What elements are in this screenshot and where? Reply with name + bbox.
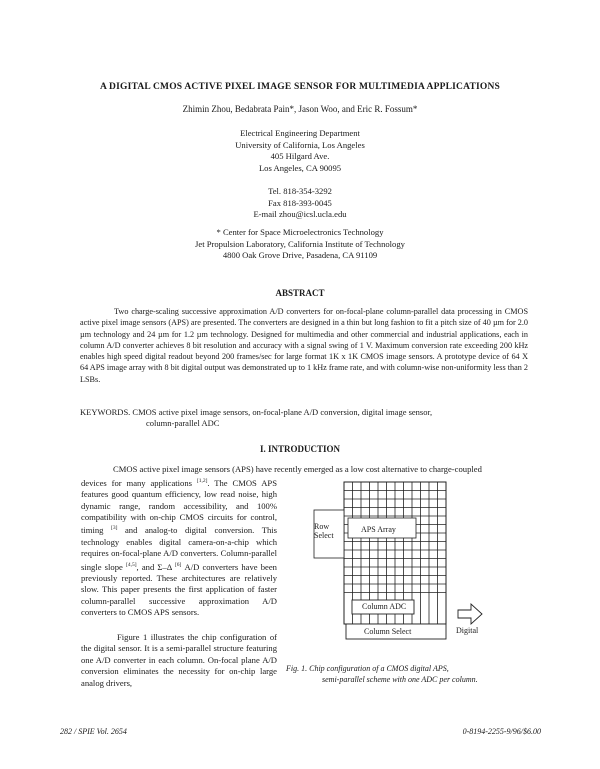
affiliation-line: 4800 Oak Grove Drive, Pasadena, CA 91109	[222, 250, 378, 261]
affiliation-line: * Center for Space Microelectronics Technology	[216, 227, 384, 237]
affiliation-jpl	[60, 227, 540, 262]
affiliation-line: Electrical Engineering Department	[240, 128, 360, 138]
select-label-line: Select	[314, 531, 334, 540]
footer-page-ref: 282 / SPIE Vol. 2654	[60, 727, 127, 736]
affiliation-line: Los Angeles, CA 90095	[258, 162, 342, 173]
intro-paragraph-1	[81, 476, 277, 618]
citation: [4,5]	[125, 561, 137, 568]
intro-text: A/D converters have been previously reported. These architectures are relatively slow. This paper presents the first application of faster column-parallel successive approximation A/D converters to CMOS APS sensors.	[81, 561, 277, 618]
digital-output-arrow-icon	[458, 604, 482, 624]
affiliation-line: Jet Propulsion Laboratory, California Institute of Technology	[195, 238, 405, 249]
affiliation-line: University of California, Los Angeles	[235, 139, 365, 150]
caption-line: Fig. 1. Chip configuration of a CMOS digital APS,	[286, 664, 449, 673]
citation: [3]	[111, 525, 118, 532]
aps-array-label: APS Array	[361, 525, 396, 534]
column-adc-label: Column ADC	[362, 602, 407, 611]
contact-info	[60, 186, 540, 221]
intro-paragraph-2: Figure 1 illustrates the chip configuration of the digital sensor. It is a semi-parallel structure featuring one A/D converter in each column. On-focal plane A/D conversion eliminates the necessity for on-chip large analog drivers,	[81, 632, 277, 688]
abstract-heading: ABSTRACT	[275, 288, 325, 298]
caption-line: semi-parallel scheme with one ADC per column.	[322, 675, 478, 684]
keywords-line: KEYWORDS. CMOS active pixel image sensors, on-focal-plane A/D conversion, digital image sensor,	[80, 407, 433, 417]
column-select-label: Column Select	[364, 627, 412, 636]
digital-label: Digital	[456, 626, 479, 635]
author-list: Zhimin Zhou, Bedabrata Pain*, Jason Woo, and Eric R. Fossum*	[182, 104, 418, 114]
email: E-mail zhou@icsl.ucla.edu	[253, 209, 347, 220]
chip-diagram	[306, 474, 546, 644]
chip-diagram-drawing	[306, 474, 546, 644]
citation: [1,2]	[196, 478, 208, 484]
affiliation-ucla	[60, 128, 540, 174]
keywords	[80, 407, 520, 430]
paper-title: A DIGITAL CMOS ACTIVE PIXEL IMAGE SENSOR FOR MULTIMEDIA APPLICATIONS	[99, 82, 501, 92]
abstract-text: Two charge-scaling successive approximation A/D converters for on-focal-plane column-parallel data processing in CMOS active pixel image sensors (APS) are presented. The converters are designed in a thin but long fashion to fit a pitch size of 40 µm for 2.0 µm technology and 24 µm for 1.2 µm technology. Designed for multimedia and other commercial and industrial applications, each in column A/D converter achieves 8 bit resolution and accuracy with a signal swing of 1 V. Maximum conversion rate exceeding 200 kHz enables high speed digital readout beyond 200 frames/sec for large format 1K x 1K CMOS image sensors. A prototype device of 64 X 64 APS image array with 8 bit digital output was demonstrated up to 1 kHz frame rate, and with column-wise non-uniformity less than 2 LSBs.	[80, 307, 528, 384]
intro-text: and analog-to digital conversion. This technology enables digital camera-on-a-chip which requires on-focal-plane A/D converters. Column-parallel single slope	[81, 525, 277, 572]
keywords-line: column-parallel ADC	[146, 418, 220, 429]
affiliation-line: 405 Hilgard Ave.	[270, 151, 330, 162]
intro-first-line: CMOS active pixel image sensors (APS) have recently emerged as a low cost alternative to charge-coupled	[113, 464, 482, 474]
footer-isbn: 0-8194-2255-9/96/$6.00	[462, 727, 541, 736]
section-heading: I. INTRODUCTION	[259, 444, 340, 454]
figure-caption	[286, 663, 536, 685]
intro-text: devices for many applications	[81, 477, 197, 488]
row-label-line: Row	[314, 522, 330, 531]
citation: [6]	[174, 561, 182, 568]
row-select-label	[314, 522, 334, 540]
intro-text: . The CMOS APS features good quantum efficiency, low read noise, high dynamic range, random accessibility, and 100% compatibility with on-chip CMOS circuits for control, timing	[81, 477, 277, 536]
intro-text: , and Σ–Δ	[136, 561, 175, 572]
telephone: Tel. 818-354-3292	[268, 186, 332, 196]
fax: Fax 818-393-0045	[268, 197, 332, 208]
